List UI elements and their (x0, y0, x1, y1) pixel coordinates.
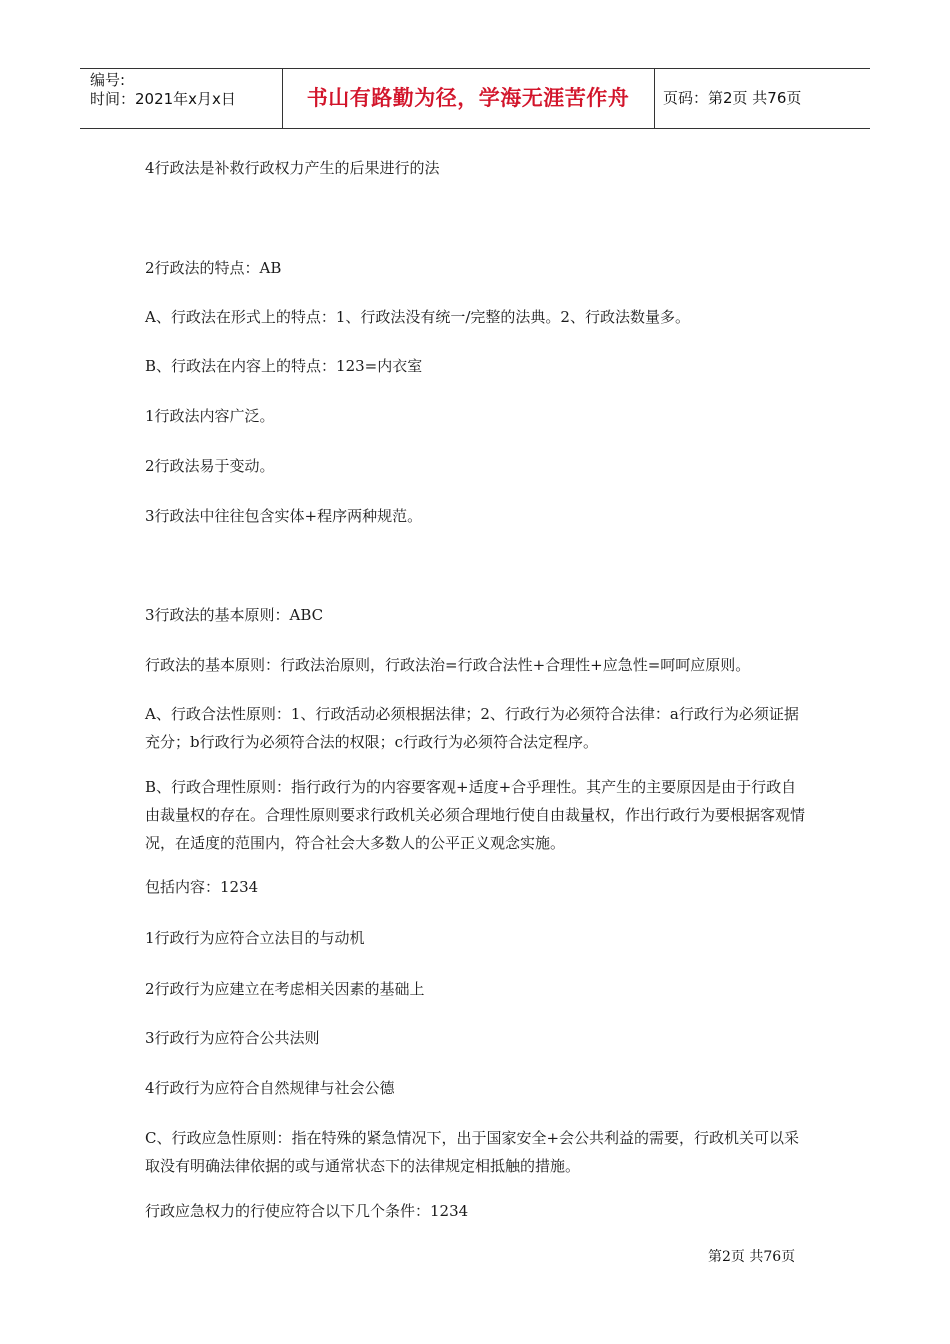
paragraph: 2行政法易于变动。 (145, 457, 275, 475)
header-motto: 书山有路勤为径，学海无涯苦作舟 (306, 86, 630, 110)
paragraph: 3行政法中往往包含实体+程序两种规范。 (145, 507, 423, 525)
paragraph: 行政法的基本原则：行政法治原则，行政法治=行政合法性+合理性+应急性=呵呵应原则。 (145, 656, 751, 674)
header-number: 编号: (90, 71, 126, 89)
header-info (90, 71, 236, 109)
section-heading: 2行政法的特点：AB (145, 259, 282, 277)
header-divider-right (654, 69, 655, 128)
paragraph: 包括内容：1234 (145, 878, 259, 896)
page-header (80, 68, 870, 129)
paragraph: 3行政行为应符合公共法则 (145, 1029, 320, 1047)
paragraph: 4行政行为应符合自然规律与社会公德 (145, 1079, 395, 1097)
header-page-number: 页码：第2页 共76页 (663, 89, 802, 107)
header-time: 时间：2021年x月x日 (90, 90, 236, 108)
paragraph: A、行政合法性原则：1、行政活动必须根据法律；2、行政行为必须符合法律：a行政行为必须证据充分；b行政行为必须符合法的权限；c行政行为必须符合法定程序。 (145, 705, 799, 751)
section-heading: 3行政法的基本原则：ABC (145, 606, 324, 624)
paragraph: C、行政应急性原则：指在特殊的紧急情况下，出于国家安全+会公共利益的需要，行政机关可以采取没有明确法律依据的或与通常状态下的法律规定相抵触的措施。 (145, 1129, 800, 1175)
footer-page-number: 第2页 共76页 (708, 1249, 796, 1265)
paragraph: B、行政合理性原则：指行政行为的内容要客观+适度+合乎理性。其产生的主要原因是由于行政自由裁量权的存在。合理性原则要求行政机关必须合理地行使自由裁量权，作出行政行为要根据客观情况，在适度的范围内，符合社会大多数人的公平正义观念实施。 (145, 778, 806, 852)
paragraph: B、行政法在内容上的特点：123=内衣室 (145, 357, 423, 375)
paragraph: 4行政法是补救行政权力产生的后果进行的法 (145, 159, 440, 177)
paragraph: 1行政行为应符合立法目的与动机 (145, 929, 365, 947)
paragraph: 行政应急权力的行使应符合以下几个条件：1234 (145, 1202, 469, 1220)
paragraph: A、行政法在形式上的特点：1、行政法没有统一/完整的法典。2、行政法数量多。 (145, 308, 690, 326)
paragraph: 1行政法内容广泛。 (145, 407, 275, 425)
paragraph: 2行政行为应建立在考虑相关因素的基础上 (145, 980, 425, 998)
